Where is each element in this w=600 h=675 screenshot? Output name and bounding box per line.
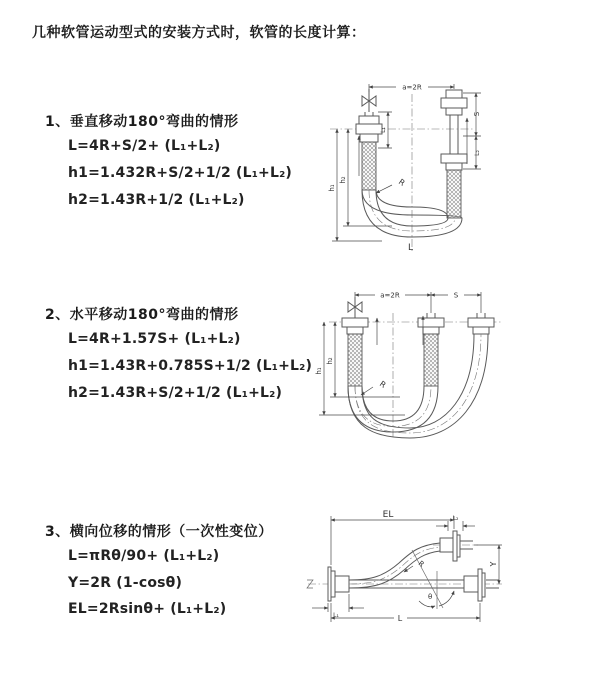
formula-line: h2=1.43R+1/2 (L₁+L₂) (68, 192, 245, 208)
formula-line: L=πRθ/90+ (L₁+L₂) (68, 548, 220, 564)
formula-line: L=4R+1.57S+ (L₁+L₂) (68, 331, 241, 347)
diagram-horizontal-180-bend (315, 285, 585, 455)
dim-label-s: S (473, 111, 481, 117)
dim-label-l-bottom: L (408, 243, 414, 253)
dim-label-h1: h₁ (328, 184, 336, 192)
dim-label-s: S (453, 291, 459, 300)
valve-icon (348, 297, 362, 318)
dim-l2 (474, 136, 481, 169)
dim-l-bottom (331, 603, 480, 623)
dim-label-r: R (396, 177, 407, 188)
section-2-heading: 2、水平移动180°弯曲的情形 (45, 307, 239, 323)
dim-label-l: L (397, 614, 403, 623)
dim-label-span: a=2R (402, 83, 422, 92)
formula-line: Y=2R (1-cosθ) (68, 575, 183, 591)
dim-l1 (378, 112, 392, 148)
hose-position-2-arcs (348, 334, 488, 438)
left-pipe-fitting (356, 112, 382, 190)
page-title: 几种软管运动型式的安装方式时，软管的长度计算： (32, 25, 366, 41)
valve-icon (362, 89, 376, 112)
formula-line: h2=1.43R+S/2+1/2 (L₁+L₂) (68, 385, 283, 401)
dim-el (331, 510, 454, 565)
dim-label-r: R (416, 559, 426, 569)
dim-label-span: a=2R (380, 291, 400, 300)
dim-label-theta: θ (428, 593, 433, 601)
s-curve-hose (349, 543, 440, 588)
middle-pipe-fitting (418, 313, 444, 386)
section-3-heading: 3、横向位移的情形（一次性变位） (45, 524, 273, 540)
dim-label-l2: L₂ (452, 515, 459, 522)
right-pipe-fitting (441, 90, 467, 218)
formula-line: h1=1.43R+0.785S+1/2 (L₁+L₂) (68, 358, 313, 374)
radius-callout (361, 379, 388, 395)
diagram-vertical-180-bend (312, 76, 572, 266)
radius-callout (376, 177, 407, 193)
diagram-lateral-displacement (300, 505, 510, 629)
dim-l2 (436, 515, 475, 531)
dim-label-h2: h₂ (326, 357, 334, 365)
top-right-flange (440, 531, 473, 561)
section-1-heading: 1、垂直移动180°弯曲的情形 (45, 114, 239, 130)
dim-label-l1: L₁ (333, 612, 339, 619)
dim-top-span (369, 84, 454, 93)
formula-line: L=4R+S/2+ (L₁+L₂) (68, 138, 221, 154)
left-flange (328, 567, 349, 601)
dim-label-l2: L₂ (474, 150, 481, 156)
dim-label-el: EL (382, 510, 394, 520)
dim-top-span (355, 292, 481, 314)
right-bottom-flange (464, 569, 499, 601)
right-pipe-fitting (468, 313, 494, 334)
movement-arrows (377, 316, 423, 345)
left-pipe-fitting (342, 318, 368, 386)
formula-line: h1=1.432R+S/2+1/2 (L₁+L₂) (68, 165, 293, 181)
dim-label-y: Y (489, 561, 498, 567)
dim-label-l1: L₁ (380, 127, 387, 133)
dim-label-h2: h₂ (339, 176, 347, 184)
dim-label-h1: h₁ (315, 367, 323, 375)
formula-line: EL=2Rsinθ+ (L₁+L₂) (68, 601, 227, 617)
dim-l1 (312, 594, 364, 619)
dim-label-r: R (377, 379, 388, 390)
